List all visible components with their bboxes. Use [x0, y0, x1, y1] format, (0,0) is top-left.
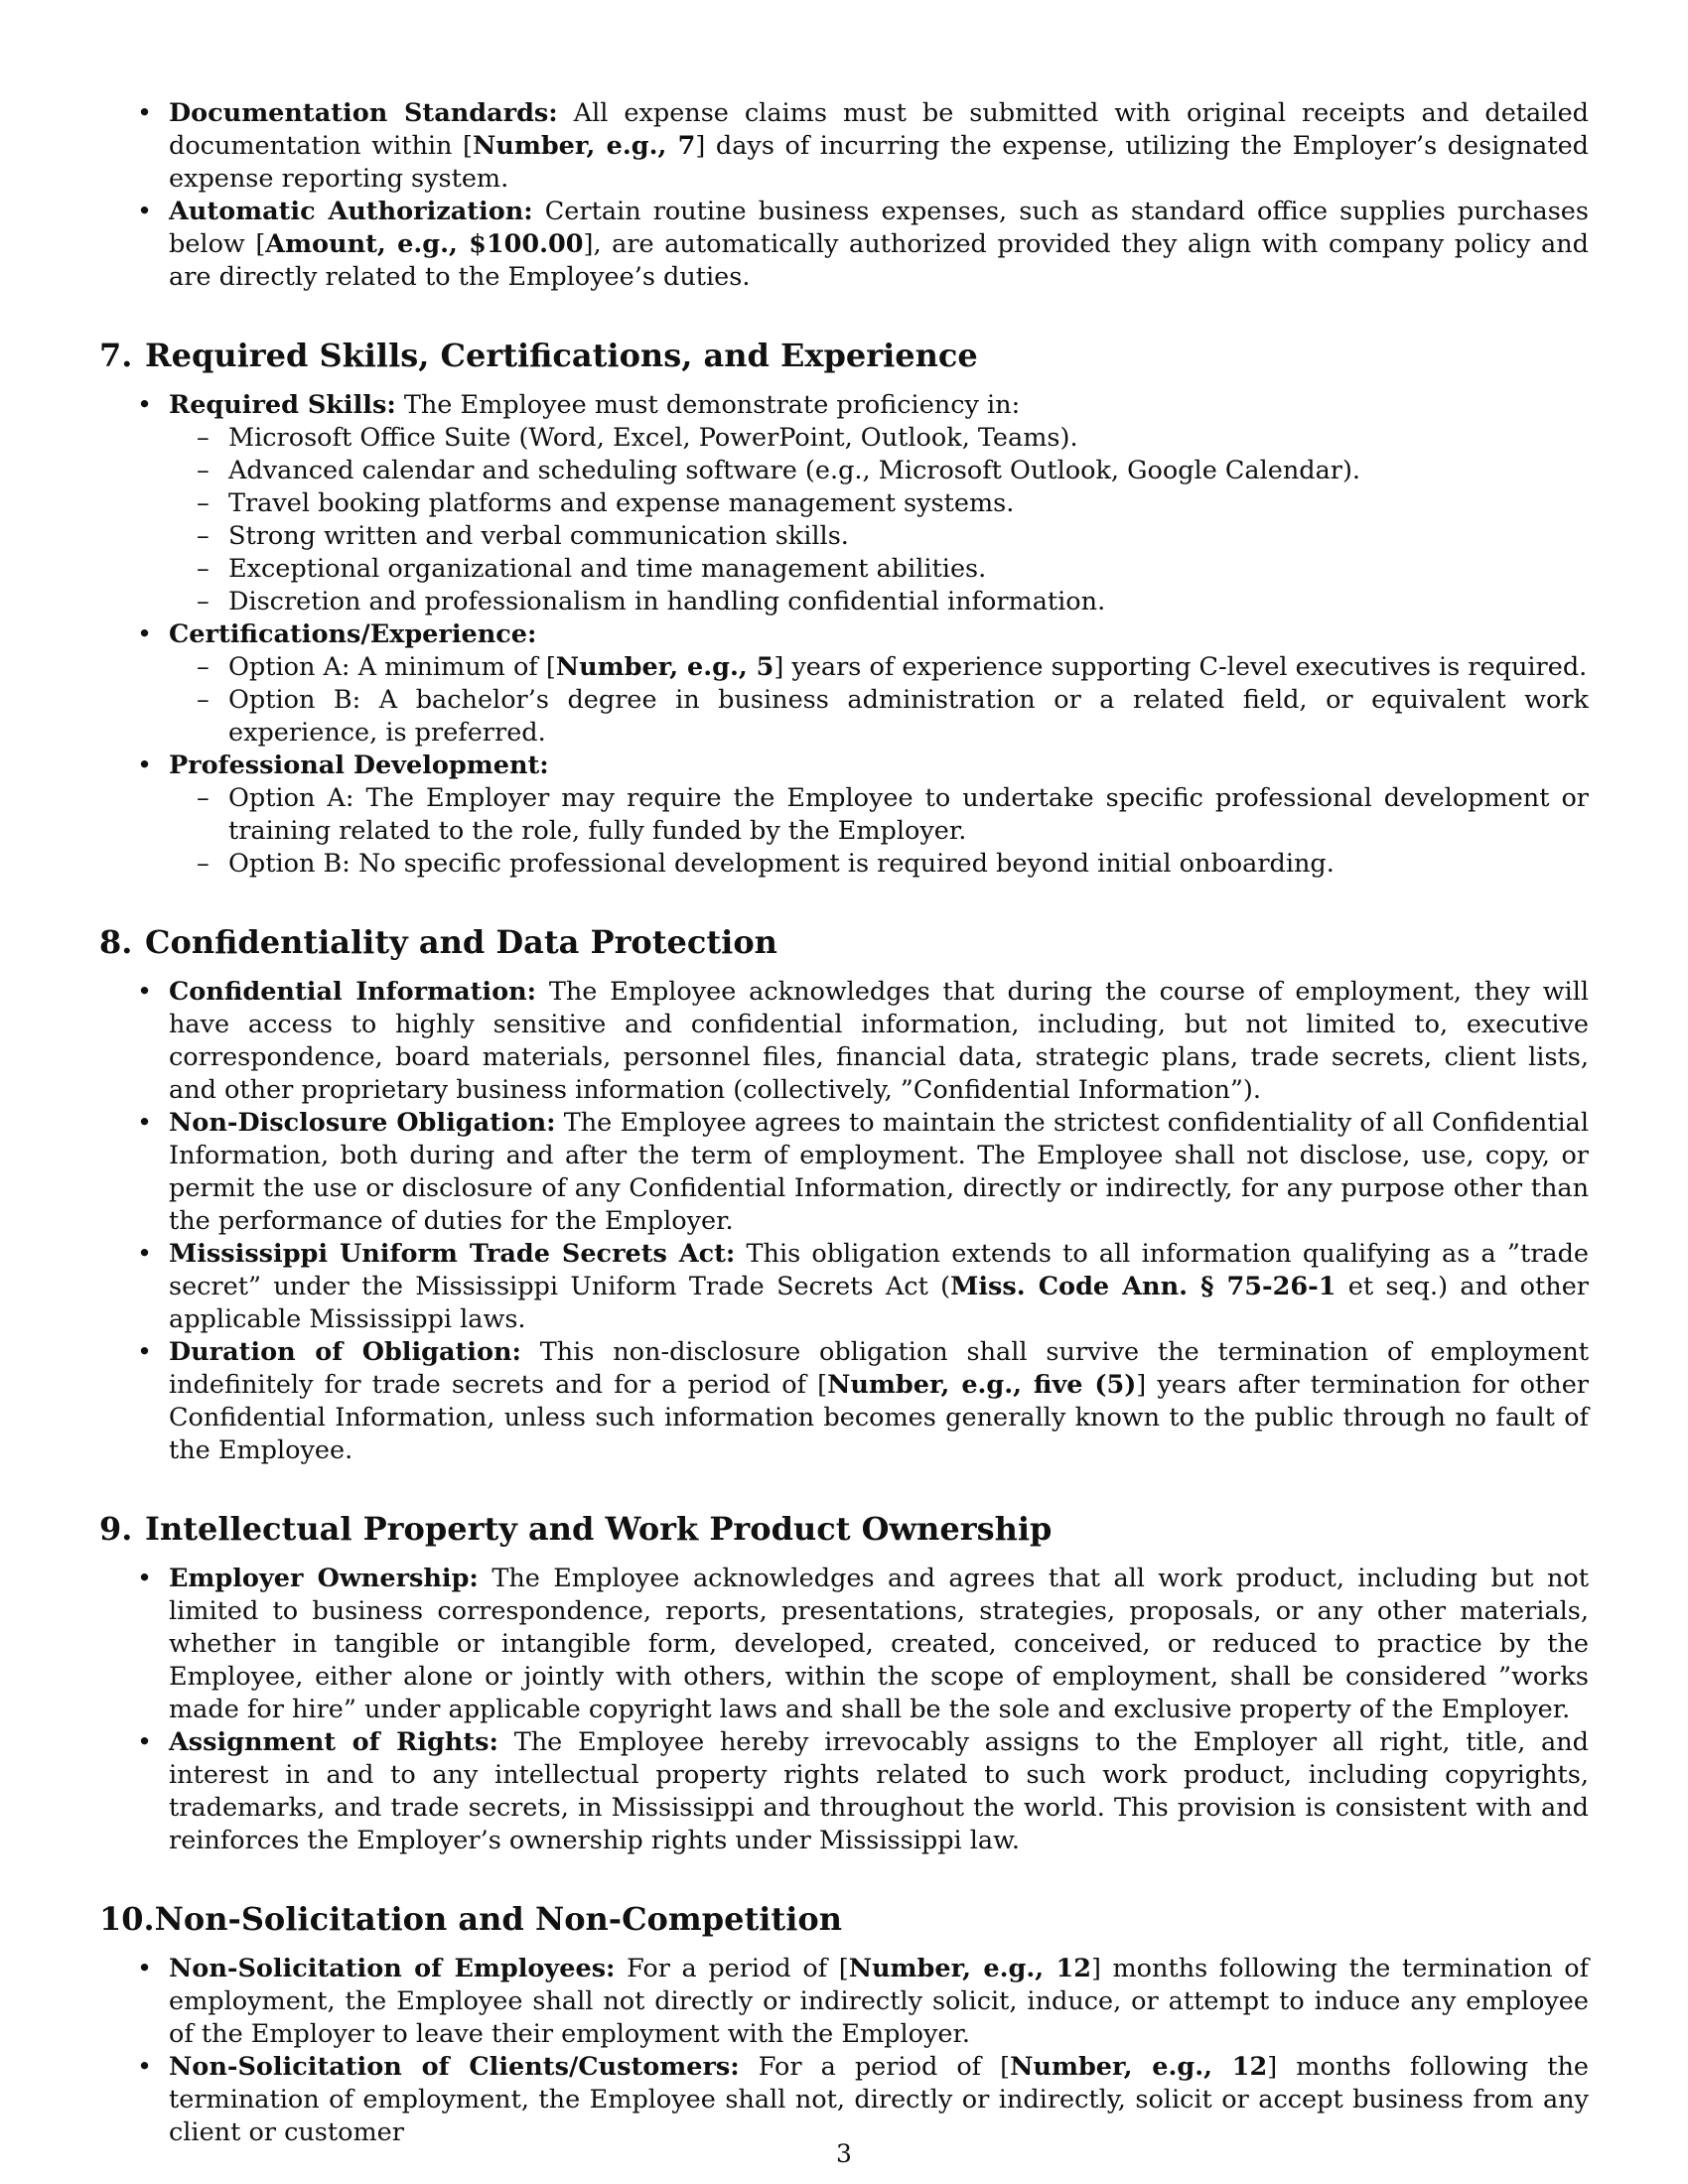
- sub-list-item: – Discretion and professionalism in handling confidential information.: [169, 586, 1589, 618]
- sub-list-item: – Option B: No specific professional development is required beyond initial onboarding.: [169, 848, 1589, 881]
- list-item: • Confidential Information: The Employee acknowledges that during the course of employment, they will have access to highly sensitive and confidential information, including, but not limited to, executive correspondence, board materials, personnel files, financial data, strategic plans, trade secrets, client lists, and other proprietary business information (collectively, ”Confidential Information”).: [99, 976, 1589, 1107]
- sub-list-item: – Strong written and verbal communication skills.: [169, 520, 1589, 553]
- non-solicitation-list: [99, 1953, 1589, 2149]
- document-page: [99, 97, 1589, 2149]
- item-label: Documentation Standards:: [169, 98, 558, 128]
- list-item: • Automatic Authorization: Certain routine business expenses, such as standard office supplies purchases below [Amount, e.g., $100.00], are automatically authorized provided they align with company policy and are directly related to the Employee’s duties.: [99, 196, 1589, 294]
- list-item: • Professional Development: – Option A: The Employer may require the Employee to undertake specific professional development or training related to the role, fully funded by the Employer. – Option B: No specific professional development is required beyond initial onboarding.: [99, 750, 1589, 881]
- prof-sublist: [169, 782, 1589, 881]
- skills-list: [99, 389, 1589, 881]
- list-item: • Non-Solicitation of Employees: For a period of [Number, e.g., 12] months following the termination of employment, the Employee shall not directly or indirectly solicit, induce, or attempt to induce any employee of the Employer to leave their employment with the Employer.: [99, 1953, 1589, 2051]
- list-item: • Required Skills: The Employee must demonstrate proficiency in: – Microsoft Office Suite (Word, Excel, PowerPoint, Outlook, Teams). – Advanced calendar and scheduling software (e.g., Microsoft Outlook, Google Calendar). – Travel booking platforms and expense management systems. – Strong written and verbal communication skills. – Exceptional organizational and time management abilities. – Discretion and professionalism in handling confidential information.: [99, 389, 1589, 618]
- sub-list-item: – Advanced calendar and scheduling software (e.g., Microsoft Outlook, Google Calendar).: [169, 455, 1589, 487]
- section-heading: 10.Non-Solicitation and Non-Competition: [99, 1900, 842, 1938]
- list-item: • Non-Disclosure Obligation: The Employee agrees to maintain the strictest confidentiality of all Confidential Information, both during and after the term of employment. The Employee shall not disclose, use, copy, or permit the use or disclosure of any Confidential Information, directly or indirectly, for any purpose other than the performance of duties for the Employer.: [99, 1107, 1589, 1238]
- sub-list-item: – Microsoft Office Suite (Word, Excel, PowerPoint, Outlook, Teams).: [169, 422, 1589, 455]
- list-item: • Certifications/Experience: – Option A: A minimum of [Number, e.g., 5] years of experience supporting C-level executives is required. – Option B: A bachelor’s degree in business administration or a related field, or equivalent work experience, is preferred.: [99, 618, 1589, 750]
- list-item: • Employer Ownership: The Employee acknowledges and agrees that all work product, including but not limited to business correspondence, reports, presentations, strategies, proposals, or any other materials, whether in tangible or intangible form, developed, created, conceived, or reduced to practice by the Employee, either alone or jointly with others, within the scope of employment, shall be considered ”works made for hire” under applicable copyright laws and shall be the sole and exclusive property of the Employer.: [99, 1563, 1589, 1726]
- list-item: • Non-Solicitation of Clients/Customers: For a period of [Number, e.g., 12] months following the termination of employment, the Employee shall not, directly or indirectly, solicit or accept business from any client or customer: [99, 2051, 1589, 2149]
- sub-list-item: – Option B: A bachelor’s degree in business administration or a related field, or equivalent work experience, is preferred.: [169, 684, 1589, 750]
- sub-list-item: – Travel booking platforms and expense management systems.: [169, 487, 1589, 520]
- section-heading: 8. Confidentiality and Data Protection: [99, 923, 777, 961]
- sub-list-item: – Option A: The Employer may require the Employee to undertake specific professional development or training related to the role, fully funded by the Employer.: [169, 782, 1589, 848]
- sub-list-item: – Option A: A minimum of [Number, e.g., 5] years of experience supporting C-level executives is required.: [169, 651, 1589, 684]
- section-heading: 9. Intellectual Property and Work Product Ownership: [99, 1510, 1053, 1548]
- section-heading: 7. Required Skills, Certifications, and Experience: [99, 337, 978, 374]
- list-item: • Duration of Obligation: This non-disclosure obligation shall survive the termination of employment indefinitely for trade secrets and for a period of [Number, e.g., five (5)] years after termination for other Confidential Information, unless such information becomes generally known to the public through no fault of the Employee.: [99, 1336, 1589, 1467]
- skills-sublist: [169, 422, 1589, 618]
- item-label: Automatic Authorization:: [169, 197, 533, 226]
- list-item: • Mississippi Uniform Trade Secrets Act: This obligation extends to all information qualifying as a ”trade secret” under the Mississippi Uniform Trade Secrets Act (Miss. Code Ann. § 75-26-1 et seq.) and other applicable Mississippi laws.: [99, 1238, 1589, 1336]
- list-item: • Assignment of Rights: The Employee hereby irrevocably assigns to the Employer all right, title, and interest in and to any intellectual property rights related to such work product, including copyrights, trademarks, and trade secrets, in Mississippi and throughout the world. This provision is consistent with and reinforces the Employer’s ownership rights under Mississippi law.: [99, 1726, 1589, 1857]
- sub-list-item: – Exceptional organizational and time management abilities.: [169, 553, 1589, 586]
- confidentiality-list: [99, 976, 1589, 1467]
- list-item: • Documentation Standards: All expense claims must be submitted with original receipts and detailed documentation within [Number, e.g., 7] days of incurring the expense, utilizing the Employer’s designated expense reporting system.: [99, 97, 1589, 196]
- cert-sublist: [169, 651, 1589, 750]
- page-number: 3: [836, 2139, 852, 2168]
- ip-list: [99, 1563, 1589, 1857]
- expense-list: [99, 97, 1589, 294]
